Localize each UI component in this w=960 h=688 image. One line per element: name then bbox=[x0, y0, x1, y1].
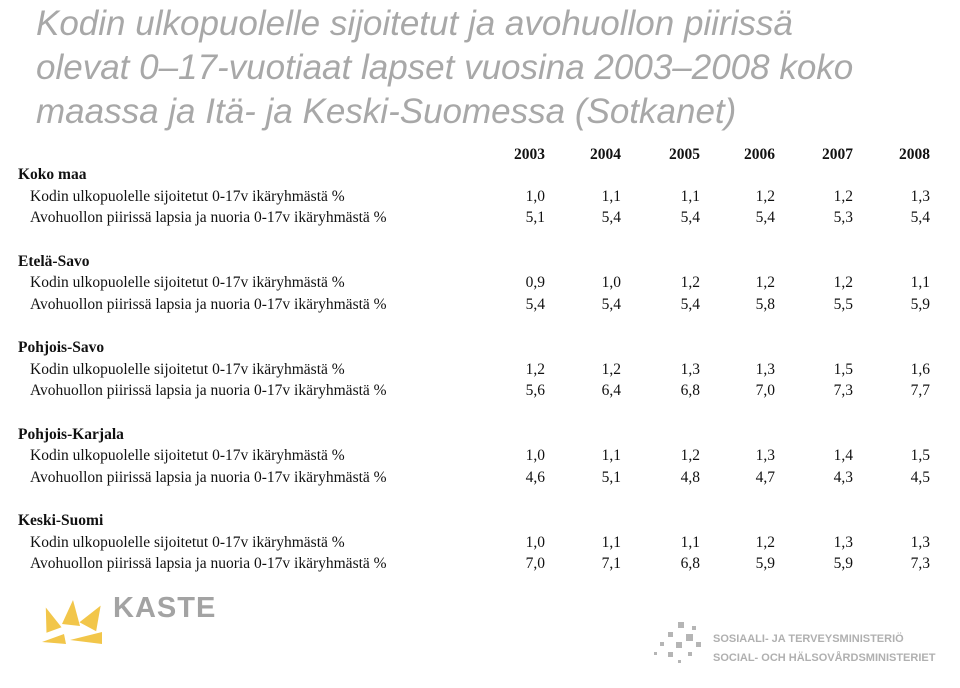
table-cell: 1,3 bbox=[833, 533, 853, 551]
year-header: 2007 bbox=[822, 146, 853, 163]
table-cell: 1,6 bbox=[910, 360, 930, 378]
table-cell: 5,4 bbox=[680, 209, 700, 226]
table-cell: 1,2 bbox=[755, 187, 775, 205]
table-cell: 1,5 bbox=[833, 360, 853, 378]
table-cell: 1,0 bbox=[601, 274, 621, 291]
table-cell: 6,8 bbox=[680, 382, 700, 399]
table-cell: 1,2 bbox=[833, 274, 853, 291]
row-label: Avohuollon piirissä lapsia ja nuoria 0-17v ikäryhmästä % bbox=[30, 555, 387, 572]
row-label: Avohuollon piirissä lapsia ja nuoria 0-17v ikäryhmästä % bbox=[30, 382, 387, 399]
table-cell: 5,8 bbox=[755, 295, 775, 313]
row-label: Kodin ulkopuolelle sijoitetut 0-17v ikäryhmästä % bbox=[30, 533, 345, 551]
table-cell: 1,3 bbox=[910, 187, 930, 205]
table-cell: 7,1 bbox=[601, 555, 621, 572]
year-header: 2006 bbox=[744, 146, 775, 163]
section-title: Etelä-Savo bbox=[18, 252, 90, 270]
section-title: Pohjois-Savo bbox=[18, 339, 105, 356]
table-cell: 1,1 bbox=[680, 187, 700, 205]
table-cell: 1,0 bbox=[525, 447, 545, 464]
table-cell: 5,4 bbox=[601, 295, 621, 313]
table-cell: 7,0 bbox=[525, 555, 545, 572]
table-cell: 1,1 bbox=[910, 274, 930, 291]
title-line: maassa ja Itä- ja Keski-Suomessa (Sotkanet) bbox=[36, 92, 737, 131]
row-label: Kodin ulkopuolelle sijoitetut 0-17v ikäryhmästä % bbox=[30, 447, 345, 464]
table-cell: 5,1 bbox=[525, 209, 545, 226]
table-cell: 1,0 bbox=[525, 533, 545, 551]
table-cell: 5,3 bbox=[833, 209, 853, 226]
table-cell: 4,6 bbox=[525, 468, 545, 486]
row-label: Avohuollon piirissä lapsia ja nuoria 0-17v ikäryhmästä % bbox=[30, 209, 387, 226]
table-cell: 1,5 bbox=[910, 447, 930, 464]
table-cell: 5,4 bbox=[601, 209, 621, 226]
table-cell: 6,8 bbox=[680, 555, 700, 572]
row-label: Kodin ulkopuolelle sijoitetut 0-17v ikäryhmästä % bbox=[30, 274, 345, 291]
table-cell: 1,2 bbox=[833, 187, 853, 205]
table-cell: 7,3 bbox=[910, 555, 930, 572]
table-cell: 7,7 bbox=[910, 382, 930, 399]
table-cell: 6,4 bbox=[601, 382, 621, 399]
ministry-logo-text bbox=[713, 630, 935, 668]
table-cell: 5,9 bbox=[755, 555, 775, 572]
table-cell: 1,0 bbox=[525, 187, 545, 205]
year-header: 2008 bbox=[899, 146, 930, 163]
row-label: Kodin ulkopuolelle sijoitetut 0-17v ikäryhmästä % bbox=[30, 187, 345, 205]
year-header: 2003 bbox=[514, 146, 545, 163]
table-cell: 7,0 bbox=[755, 382, 775, 399]
ministry-name-fi: SOSIAALI- JA TERVEYSMINISTERIÖ bbox=[713, 633, 904, 645]
title-line: olevat 0–17-vuotiaat lapset vuosina 2003–2008 koko bbox=[36, 48, 854, 87]
year-header: 2005 bbox=[669, 146, 700, 163]
table-cell: 5,4 bbox=[525, 295, 545, 313]
ministry-logo-icon bbox=[650, 618, 705, 668]
table-cell: 0,9 bbox=[525, 274, 545, 291]
table-cell: 1,3 bbox=[910, 533, 930, 551]
table-cell: 4,8 bbox=[680, 468, 700, 486]
table-cell: 1,2 bbox=[525, 360, 545, 378]
row-label: Avohuollon piirissä lapsia ja nuoria 0-17v ikäryhmästä % bbox=[30, 295, 387, 313]
row-label: Kodin ulkopuolelle sijoitetut 0-17v ikäryhmästä % bbox=[30, 360, 345, 378]
page-title bbox=[36, 2, 936, 134]
table-cell: 5,6 bbox=[525, 382, 545, 399]
section-title: Pohjois-Karjala bbox=[18, 425, 124, 443]
table-cell: 5,5 bbox=[833, 295, 853, 313]
table-cell: 5,1 bbox=[601, 468, 621, 486]
table-cell: 1,3 bbox=[680, 360, 700, 378]
ministry-name-sv: SOCIAL- OCH HÄLSOVÅRDSMINISTERIET bbox=[713, 652, 936, 664]
table-cell: 1,4 bbox=[833, 447, 853, 464]
table-cell: 1,1 bbox=[601, 447, 621, 464]
table-cell: 5,9 bbox=[910, 295, 930, 313]
table-cell: 4,7 bbox=[755, 468, 775, 486]
table-cell: 5,9 bbox=[833, 555, 853, 572]
table-cell: 1,2 bbox=[755, 533, 775, 551]
table-cell: 5,4 bbox=[680, 295, 700, 313]
title-line: Kodin ulkopuolelle sijoitetut ja avohuollon piirissä bbox=[36, 4, 793, 43]
row-label: Avohuollon piirissä lapsia ja nuoria 0-17v ikäryhmästä % bbox=[30, 468, 387, 486]
table-cell: 5,4 bbox=[910, 209, 930, 226]
table-cell: 1,1 bbox=[601, 187, 621, 205]
table-cell: 1,3 bbox=[755, 447, 775, 464]
year-header: 2004 bbox=[590, 146, 621, 163]
table-cell: 1,2 bbox=[680, 274, 700, 291]
table-cell: 1,1 bbox=[680, 533, 700, 551]
table-cell: 1,3 bbox=[755, 360, 775, 378]
table-cell: 1,1 bbox=[601, 533, 621, 551]
table-cell: 1,2 bbox=[601, 360, 621, 378]
table-cell: 7,3 bbox=[833, 382, 853, 399]
section-title: Keski-Suomi bbox=[18, 512, 104, 529]
table-cell: 5,4 bbox=[755, 209, 775, 226]
section-title: Koko maa bbox=[18, 166, 87, 183]
table-cell: 4,5 bbox=[910, 468, 930, 486]
table-cell: 1,2 bbox=[680, 447, 700, 464]
table-cell: 4,3 bbox=[833, 468, 853, 486]
kaste-logo-text: KASTE bbox=[113, 592, 217, 624]
table-cell: 1,2 bbox=[755, 274, 775, 291]
